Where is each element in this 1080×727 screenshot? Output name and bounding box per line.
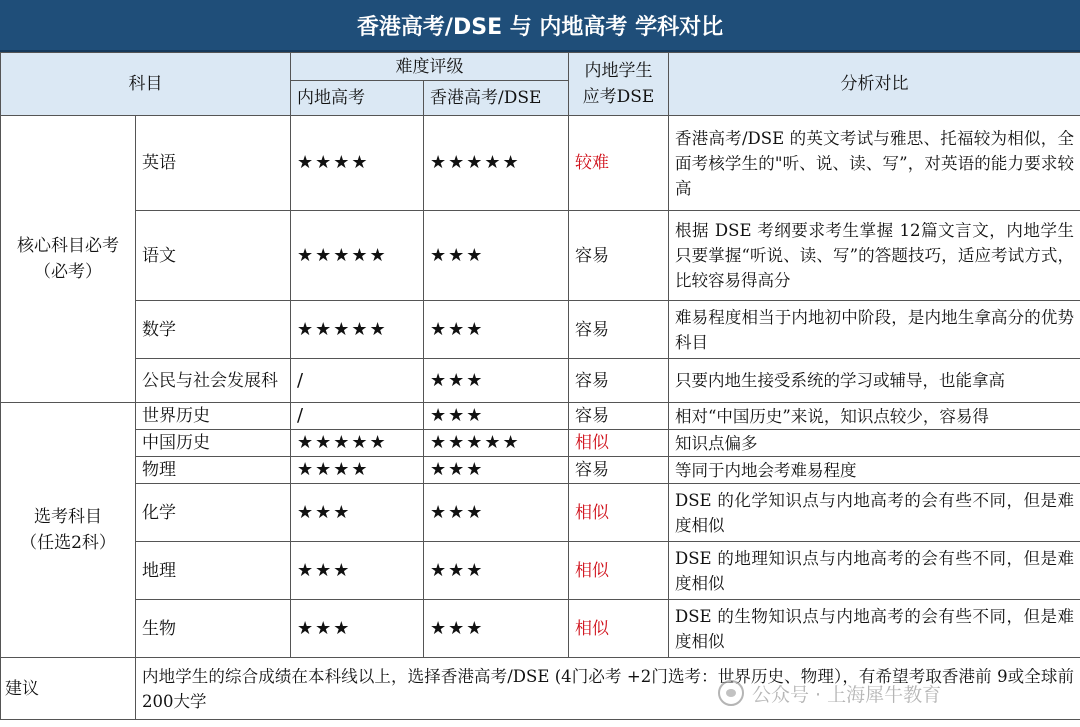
mainland-rating: ★★★★★ — [291, 301, 424, 359]
analysis-text: 只要内地生接受系统的学习或辅导，也能拿高 — [669, 359, 1080, 403]
hk-rating: ★★★ — [424, 457, 569, 484]
subject-name: 公民与社会发展科 — [136, 359, 291, 403]
advice-label: 建议 — [1, 658, 136, 720]
analysis-text: 难易程度相当于内地初中阶段，是内地生拿高分的优势科目 — [669, 301, 1080, 359]
analysis-text: 根据 DSE 考纲要求考生掌握 12篇文言文，内地学生只要掌握“听说、读、写”的答题技巧，适应考试方式，比较容易得高分 — [669, 211, 1080, 301]
header-mainland-student-line2: 应考DSE — [582, 87, 655, 107]
header-mainland-student-line1: 内地学生 — [584, 61, 653, 81]
hk-rating: ★★★ — [424, 600, 569, 658]
analysis-text: 相对“中国历史”来说，知识点较少，容易得 — [669, 403, 1080, 430]
verdict: 相似 — [569, 600, 669, 658]
header-subject: 科目 — [1, 53, 291, 116]
analysis-text: DSE 的化学知识点与内地高考的会有些不同，但是难度相似 — [669, 484, 1080, 542]
hk-rating: ★★★ — [424, 403, 569, 430]
hk-rating: ★★★ — [424, 542, 569, 600]
verdict: 容易 — [569, 457, 669, 484]
group-elective-line2: （任选2科） — [20, 533, 116, 553]
header-mainland-student — [569, 53, 669, 116]
verdict: 容易 — [569, 211, 669, 301]
analysis-text: 知识点偏多 — [669, 430, 1080, 457]
group-elective — [1, 403, 136, 658]
advice-text: 内地学生的综合成绩在本科线以上，选择香港高考/DSE (4门必考 +2门选考：世界历史、物理），有希望考取香港前 9或全球前200大学 — [136, 658, 1080, 720]
mainland-rating: ★★★ — [291, 542, 424, 600]
verdict: 相似 — [569, 542, 669, 600]
verdict: 较难 — [569, 116, 669, 211]
watermark-text: 公众号 · 上海犀牛教育 — [752, 683, 942, 706]
group-core — [1, 116, 136, 403]
hk-rating: ★★★★★ — [424, 430, 569, 457]
subject-name: 世界历史 — [136, 403, 291, 430]
page-title: 香港高考/DSE 与 内地高考 学科对比 — [0, 0, 1080, 52]
mainland-rating: ★★★ — [291, 484, 424, 542]
mainland-rating: ★★★ — [291, 600, 424, 658]
analysis-text: DSE 的地理知识点与内地高考的会有些不同，但是难度相似 — [669, 542, 1080, 600]
group-core-line1: 核心科目必考 — [17, 236, 119, 256]
table-row — [1, 600, 1080, 658]
table-row — [1, 403, 1080, 430]
verdict: 容易 — [569, 359, 669, 403]
mainland-rating: ★★★★ — [291, 457, 424, 484]
subject-name: 中国历史 — [136, 430, 291, 457]
verdict: 容易 — [569, 301, 669, 359]
analysis-text: 香港高考/DSE 的英文考试与雅思、托福较为相似，全面考核学生的"听、说、读、写”，对英语的能力要求较高 — [669, 116, 1080, 211]
table-row — [1, 542, 1080, 600]
table-row — [1, 211, 1080, 301]
analysis-text: DSE 的生物知识点与内地高考的会有些不同，但是难度相似 — [669, 600, 1080, 658]
group-core-line2: （必考） — [34, 262, 102, 282]
mainland-rating: ★★★★★ — [291, 211, 424, 301]
comparison-table — [0, 52, 1080, 720]
advice-row — [1, 658, 1080, 720]
verdict: 相似 — [569, 484, 669, 542]
mainland-rating: / — [291, 359, 424, 403]
subject-name: 生物 — [136, 600, 291, 658]
header-difficulty: 难度评级 — [291, 53, 569, 81]
header-analysis: 分析对比 — [669, 53, 1080, 116]
table-row — [1, 301, 1080, 359]
header-hk: 香港高考/DSE — [424, 81, 569, 116]
subject-name: 地理 — [136, 542, 291, 600]
mainland-rating: / — [291, 403, 424, 430]
hk-rating: ★★★★★ — [424, 116, 569, 211]
hk-rating: ★★★ — [424, 359, 569, 403]
subject-name: 语文 — [136, 211, 291, 301]
hk-rating: ★★★ — [424, 301, 569, 359]
group-elective-line1: 选考科目 — [34, 507, 102, 527]
verdict: 相似 — [569, 430, 669, 457]
table-row — [1, 457, 1080, 484]
mainland-rating: ★★★★★ — [291, 430, 424, 457]
table-row — [1, 116, 1080, 211]
subject-name: 化学 — [136, 484, 291, 542]
subject-name: 英语 — [136, 116, 291, 211]
mainland-rating: ★★★★ — [291, 116, 424, 211]
table-row — [1, 359, 1080, 403]
analysis-text: 等同于内地会考难易程度 — [669, 457, 1080, 484]
subject-name: 物理 — [136, 457, 291, 484]
subject-name: 数学 — [136, 301, 291, 359]
header-mainland: 内地高考 — [291, 81, 424, 116]
hk-rating: ★★★ — [424, 211, 569, 301]
table-row — [1, 484, 1080, 542]
verdict: 容易 — [569, 403, 669, 430]
hk-rating: ★★★ — [424, 484, 569, 542]
table-row — [1, 430, 1080, 457]
